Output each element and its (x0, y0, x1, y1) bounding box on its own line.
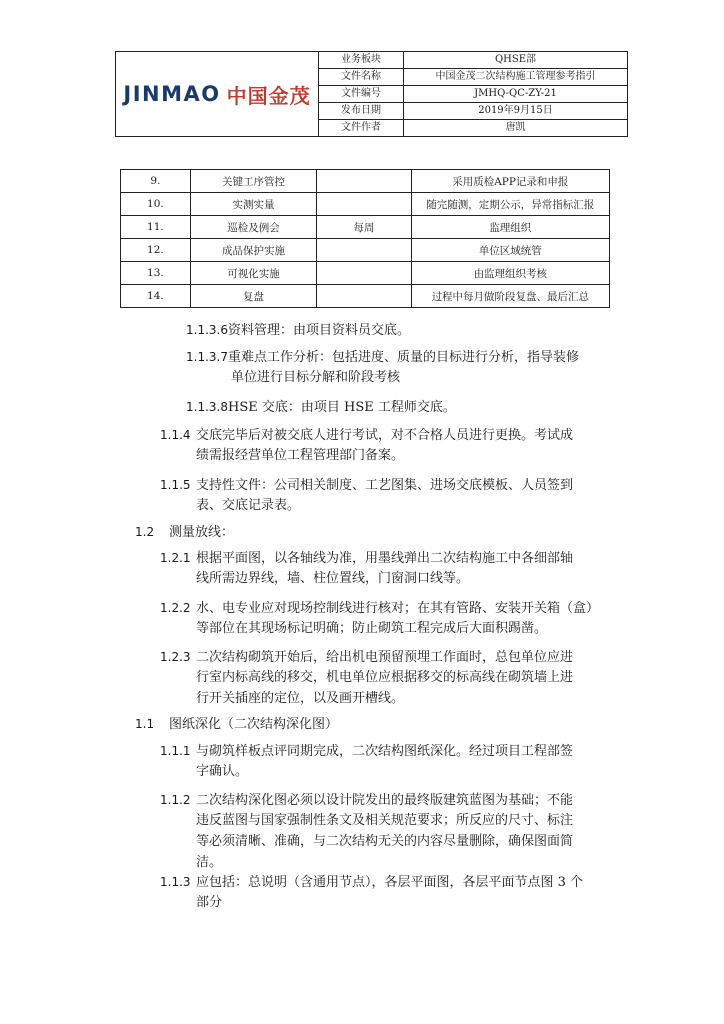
row-frequency (317, 239, 411, 262)
paragraph-number: 1.2.1 (160, 551, 191, 565)
row-item: 复盘 (190, 285, 317, 308)
meta-value: 2019年9月15日 (404, 103, 628, 120)
paragraph-text: 根据平面图，以各轴线为准，用墨线弹出二次结构施工中各细部轴 (196, 551, 574, 566)
paragraph-text: 资料管理：由项目资料员交底。 (227, 323, 410, 338)
paragraph-1-2-3 (160, 646, 573, 669)
table-row (121, 216, 610, 239)
meta-label: 发布日期 (319, 103, 404, 120)
table-row (121, 285, 610, 308)
meta-value: QHSE部 (404, 52, 628, 69)
paragraph-1-1-2-cont: 等必须清晰、准确，与二次结构无关的内容尽量删除，确保图面简 (196, 834, 574, 849)
meta-label: 业务板块 (319, 52, 404, 69)
table-row (121, 239, 610, 262)
meta-value: 中国金茂二次结构施工管理参考指引 (404, 69, 628, 86)
row-frequency (317, 285, 411, 308)
paragraph-text: 重难点工作分析：包括进度、质量的目标进行分析，指导装修 (227, 350, 579, 365)
paragraph-1-1-3 (160, 871, 583, 894)
paragraph-number: 1.2.2 (160, 601, 191, 615)
meta-row (319, 86, 628, 103)
table-row (121, 262, 610, 285)
section-title: 测量放线： (169, 525, 235, 540)
paragraph-1-2-1-cont: 线所需边界线，墙、柱位置线，门窗洞口线等。 (196, 571, 470, 586)
paragraph-1-1-3-cont: 部分 (196, 895, 223, 910)
row-number: 13. (121, 262, 191, 285)
row-method: 过程中每月做阶段复盘、最后汇总 (411, 285, 609, 308)
paragraph-1-1-4 (160, 424, 573, 447)
paragraph-1-2-2-cont: 等部位在其现场标记明确；防止砌筑工程完成后大面积踢凿。 (196, 621, 548, 636)
row-item: 成品保护实施 (190, 239, 317, 262)
paragraph-1-1-5-cont: 表、交底记录表。 (196, 498, 301, 513)
row-number: 10. (121, 193, 191, 216)
paragraph-1-1-4-cont: 绩需报经营单位工程管理部门备案。 (196, 448, 405, 463)
section-number: 1.1 (135, 717, 155, 731)
meta-row (319, 103, 628, 120)
paragraph-number: 1.1.4 (160, 428, 191, 442)
paragraph-1-2-3-cont: 行室内标高线的移交，机电单位应根据移交的标高线在砌筑墙上进 (196, 670, 574, 685)
paragraph-1-1-2-cont: 洁。 (196, 855, 223, 870)
paragraph-text: 二次结构深化图必须以设计院发出的最终版建筑蓝图为基础；不能 (196, 793, 574, 808)
paragraph-number: 1.1.3.8 (186, 400, 228, 414)
company-logo (116, 52, 318, 136)
meta-row (319, 52, 628, 69)
paragraph-text: 与砌筑样板点评同期完成，二次结构图纸深化。经过项目工程部签 (196, 744, 574, 759)
paragraph-1-1-3-8 (186, 396, 456, 419)
paragraph-text: 水、电专业应对现场控制线进行核对；在其有管路、安装开关箱（盒） (196, 601, 600, 616)
row-frequency (317, 170, 411, 193)
row-method: 单位区域统管 (411, 239, 609, 262)
header-meta-table (318, 51, 628, 137)
meta-label: 文件编号 (319, 86, 404, 103)
row-method: 监理组织 (411, 216, 609, 239)
meta-value: 唐凯 (404, 120, 628, 137)
row-frequency (317, 193, 411, 216)
logo-chinese: 中国金茂 (226, 83, 311, 108)
paragraph-1-1-1-cont: 字确认。 (196, 764, 249, 779)
row-item: 关键工序管控 (190, 170, 317, 193)
paragraph-1-1-5 (160, 474, 573, 497)
paragraph-text: HSE 交底：由项目 HSE 工程师交底。 (227, 400, 456, 415)
meta-row (319, 69, 628, 86)
paragraph-text: 应包括：总说明（含通用节点），各层平面图，各层平面节点图 3 个 (196, 875, 584, 890)
table-row (121, 170, 610, 193)
row-number: 12. (121, 239, 191, 262)
paragraph-number: 1.1.5 (160, 478, 191, 492)
row-number: 9. (121, 170, 191, 193)
paragraph-number: 1.1.3.7 (186, 350, 228, 364)
paragraph-1-2-2 (160, 597, 599, 620)
meta-label: 文件名称 (319, 69, 404, 86)
row-number: 14. (121, 285, 191, 308)
paragraph-1-2-1 (160, 547, 573, 570)
row-item: 实测实量 (190, 193, 317, 216)
row-frequency (317, 262, 411, 285)
paragraph-1-2-3-cont: 行开关插座的定位，以及画开槽线。 (196, 691, 405, 706)
paragraph-number: 1.1.3 (160, 875, 191, 889)
paragraph-number: 1.2.3 (160, 650, 191, 664)
row-item: 巡检及例会 (190, 216, 317, 239)
section-1-1 (135, 713, 338, 736)
management-table (120, 169, 610, 308)
paragraph-text: 支持性文件：公司相关制度、工艺图集、进场交底模板、人员签到 (196, 478, 574, 493)
paragraph-1-1-3-6 (186, 319, 410, 342)
paragraph-text: 二次结构砌筑开始后，给出机电预留预埋工作面时，总包单位应进 (196, 650, 574, 665)
paragraph-1-1-2 (160, 789, 573, 812)
paragraph-number: 1.1.2 (160, 793, 191, 807)
section-number: 1.2 (135, 525, 155, 539)
meta-value: JMHQ-QC-ZY-21 (404, 86, 628, 103)
paragraph-1-1-3-7-cont: 单位进行目标分解和阶段考核 (231, 370, 401, 385)
paragraph-1-1-2-cont: 违反蓝图与国家强制性条文及相关规范要求；所反应的尺寸、标注 (196, 813, 574, 828)
meta-label: 文件作者 (319, 120, 404, 137)
row-number: 11. (121, 216, 191, 239)
row-method: 采用质检APP记录和申报 (411, 170, 609, 193)
row-frequency: 每周 (317, 216, 411, 239)
paragraph-1-1-1 (160, 740, 573, 763)
row-method: 随完随测，定期公示，异常指标汇报 (411, 193, 609, 216)
paragraph-text: 交底完毕后对被交底人进行考试，对不合格人员进行更换。考试成 (196, 428, 574, 443)
logo-english: JINMAO (123, 82, 221, 106)
row-method: 由监理组织考核 (411, 262, 609, 285)
section-1-2 (135, 521, 234, 544)
paragraph-1-1-3-7 (186, 346, 579, 369)
meta-row (319, 120, 628, 137)
section-title: 图纸深化（二次结构深化图） (169, 717, 339, 732)
table-row (121, 193, 610, 216)
paragraph-number: 1.1.1 (160, 744, 191, 758)
paragraph-number: 1.1.3.6 (186, 323, 228, 337)
row-item: 可视化实施 (190, 262, 317, 285)
